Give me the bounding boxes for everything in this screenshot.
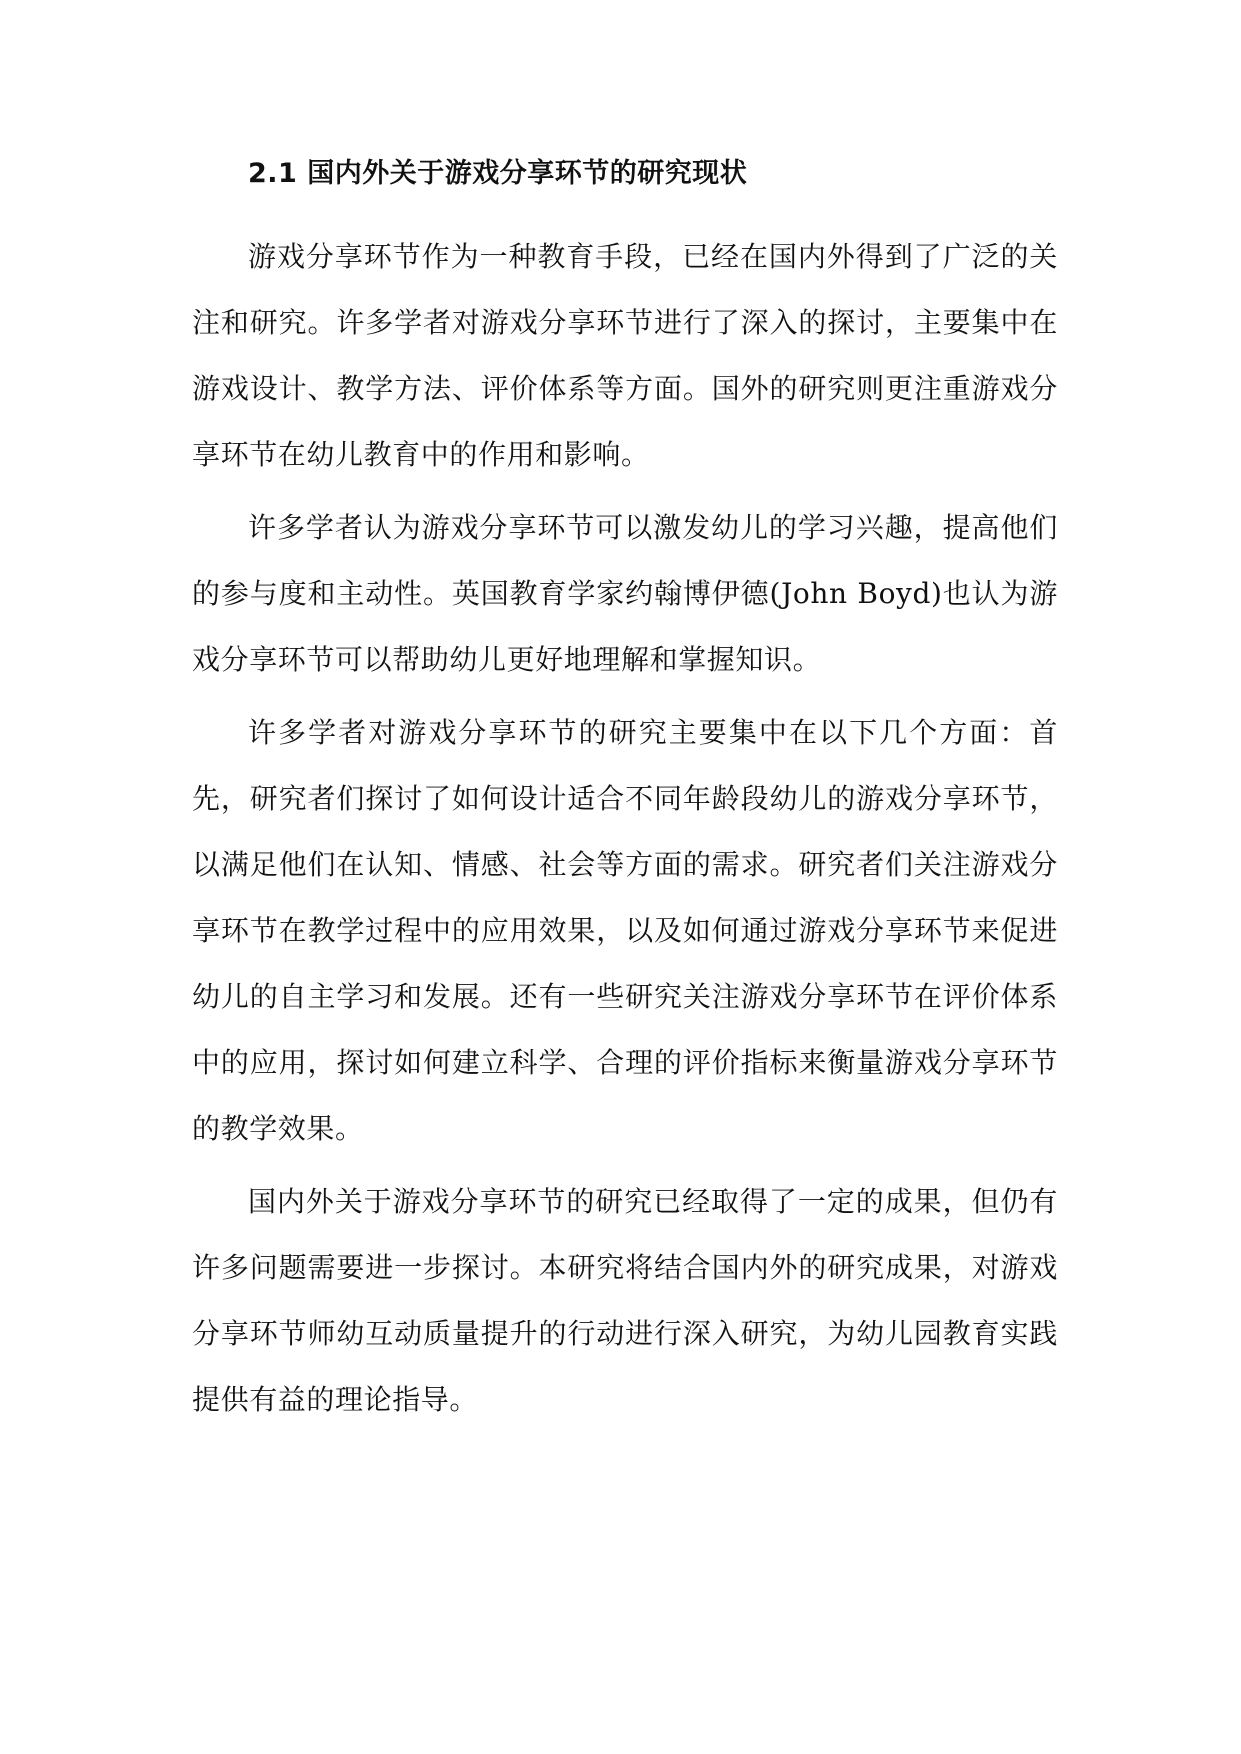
paragraph-1: 游戏分享环节作为一种教育手段，已经在国内外得到了广泛的关注和研究。许多学者对游戏分享环节进行了深入的探讨，主要集中在游戏设计、教学方法、评价体系等方面。国外的研究则更注重游戏分享环节在幼儿教育中的作用和影响。 [192,240,1058,471]
paragraph-3: 许多学者对游戏分享环节的研究主要集中在以下几个方面：首先，研究者们探讨了如何设计适合不同年龄段幼儿的游戏分享环节，以满足他们在认知、情感、社会等方面的需求。研究者们关注游戏分享环节在教学过程中的应用效果，以及如何通过游戏分享环节来促进幼儿的自主学习和发展。还有一些研究关注游戏分享环节在评价体系中的应用，探讨如何建立科学、合理的评价指标来衡量游戏分享环节的教学效果。 [192,716,1058,1145]
document-body [192,148,1058,1440]
paragraph-2: 许多学者认为游戏分享环节可以激发幼儿的学习兴趣，提高他们的参与度和主动性。英国教育学家约翰博伊德(John Boyd)也认为游戏分享环节可以帮助幼儿更好地理解和掌握知识。 [192,511,1058,676]
section-heading: 2.1 国内外关于游戏分享环节的研究现状 [248,158,748,189]
paragraph-4: 国内外关于游戏分享环节的研究已经取得了一定的成果，但仍有许多问题需要进一步探讨。本研究将结合国内外的研究成果，对游戏分享环节师幼互动质量提升的行动进行深入研究，为幼儿园教育实践提供有益的理论指导。 [192,1185,1058,1416]
